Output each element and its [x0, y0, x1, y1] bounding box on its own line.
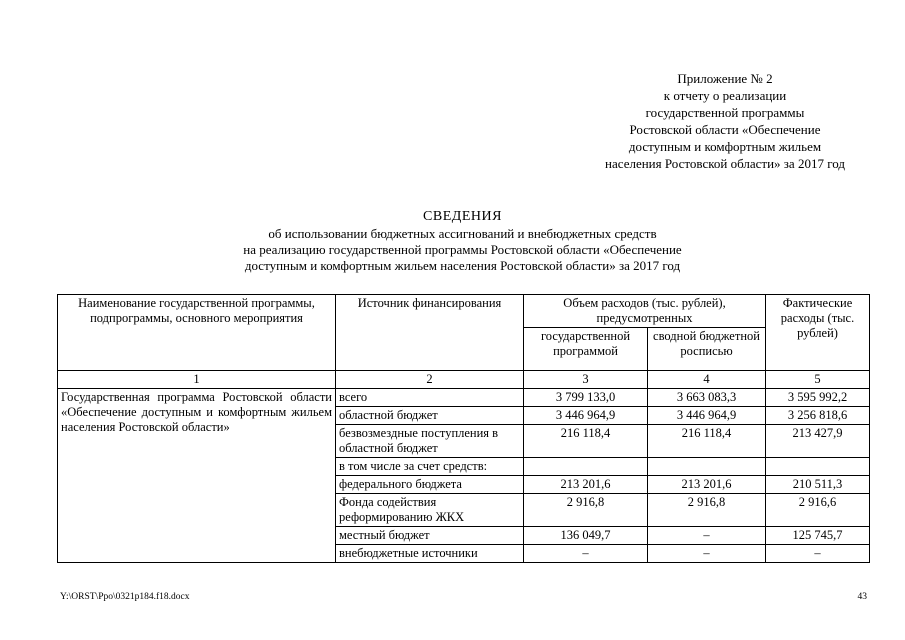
program-value-cell: 3 446 964,9	[524, 407, 648, 425]
actual-value-cell: 2 916,6	[766, 494, 870, 527]
program-name-cell: Государственная программа Ростовской области «Обеспечение доступным и комфортным жильем населения Ростовской области»	[58, 389, 336, 563]
source-cell: федерального бюджета	[336, 476, 524, 494]
source-cell: в том числе за счет средств:	[336, 458, 524, 476]
actual-value-cell: 210 511,3	[766, 476, 870, 494]
budget-value-cell: 3 446 964,9	[648, 407, 766, 425]
annex-line: государственной программы	[645, 105, 805, 120]
title-line: доступным и комфортным жильем населения Ростовской области» за 2017 год	[244, 258, 681, 273]
header-source: Источник финансирования	[336, 295, 524, 371]
actual-value-cell: –	[766, 545, 870, 563]
program-value-cell	[524, 458, 648, 476]
source-cell: Фонда содействия реформированию ЖКХ	[336, 494, 524, 527]
header-actual: Фактические расходы (тыс. рублей)	[766, 295, 870, 371]
annex-line: Ростовской области «Обеспечение	[629, 122, 821, 137]
header-row	[58, 295, 870, 328]
index-cell: 5	[766, 371, 870, 389]
annex-line: к отчету о реализации	[663, 88, 787, 103]
index-cell: 1	[58, 371, 336, 389]
budget-value-cell: –	[648, 527, 766, 545]
budget-value-cell: –	[648, 545, 766, 563]
source-cell: местный бюджет	[336, 527, 524, 545]
title-line: на реализацию государственной программы Ростовской области «Обеспечение	[243, 242, 682, 257]
header-planned-program: государственной программой	[524, 328, 648, 371]
actual-value-cell: 3 595 992,2	[766, 389, 870, 407]
annex-line: населения Ростовской области» за 2017 год	[605, 156, 845, 171]
actual-value-cell: 125 745,7	[766, 527, 870, 545]
actual-value-cell	[766, 458, 870, 476]
annex-line: доступным и комфортным жильем	[628, 139, 822, 154]
program-value-cell: 2 916,8	[524, 494, 648, 527]
program-value-cell: 136 049,7	[524, 527, 648, 545]
file-path-footer: Y:\ORST\Ppo\0321p184.f18.docx	[60, 592, 190, 602]
table-row	[58, 389, 870, 407]
header-name: Наименование государственной программы, подпрограммы, основного мероприятия	[58, 295, 336, 371]
budget-value-cell: 213 201,6	[648, 476, 766, 494]
document-title	[160, 208, 765, 274]
actual-value-cell: 213 427,9	[766, 425, 870, 458]
index-cell: 2	[336, 371, 524, 389]
program-value-cell: –	[524, 545, 648, 563]
program-value-cell: 3 799 133,0	[524, 389, 648, 407]
program-value-cell: 216 118,4	[524, 425, 648, 458]
header-planned: Объем расходов (тыс. рублей), предусмотренных	[524, 295, 766, 328]
program-value-cell: 213 201,6	[524, 476, 648, 494]
annex-block	[560, 70, 890, 172]
page-number: 43	[857, 592, 867, 602]
index-cell: 3	[524, 371, 648, 389]
budget-value-cell: 2 916,8	[648, 494, 766, 527]
title-line: об использовании бюджетных ассигнований и внебюджетных средств	[268, 226, 657, 241]
expenditure-table	[57, 294, 870, 563]
title-heading: СВЕДЕНИЯ	[423, 209, 502, 224]
index-row	[58, 371, 870, 389]
actual-value-cell: 3 256 818,6	[766, 407, 870, 425]
index-cell: 4	[648, 371, 766, 389]
source-cell: внебюджетные источники	[336, 545, 524, 563]
annex-line: Приложение № 2	[677, 71, 773, 86]
source-cell: всего	[336, 389, 524, 407]
budget-value-cell: 3 663 083,3	[648, 389, 766, 407]
budget-value-cell	[648, 458, 766, 476]
budget-value-cell: 216 118,4	[648, 425, 766, 458]
source-cell: безвозмездные поступления в областной бюджет	[336, 425, 524, 458]
header-planned-budget: сводной бюджетной росписью	[648, 328, 766, 371]
source-cell: областной бюджет	[336, 407, 524, 425]
